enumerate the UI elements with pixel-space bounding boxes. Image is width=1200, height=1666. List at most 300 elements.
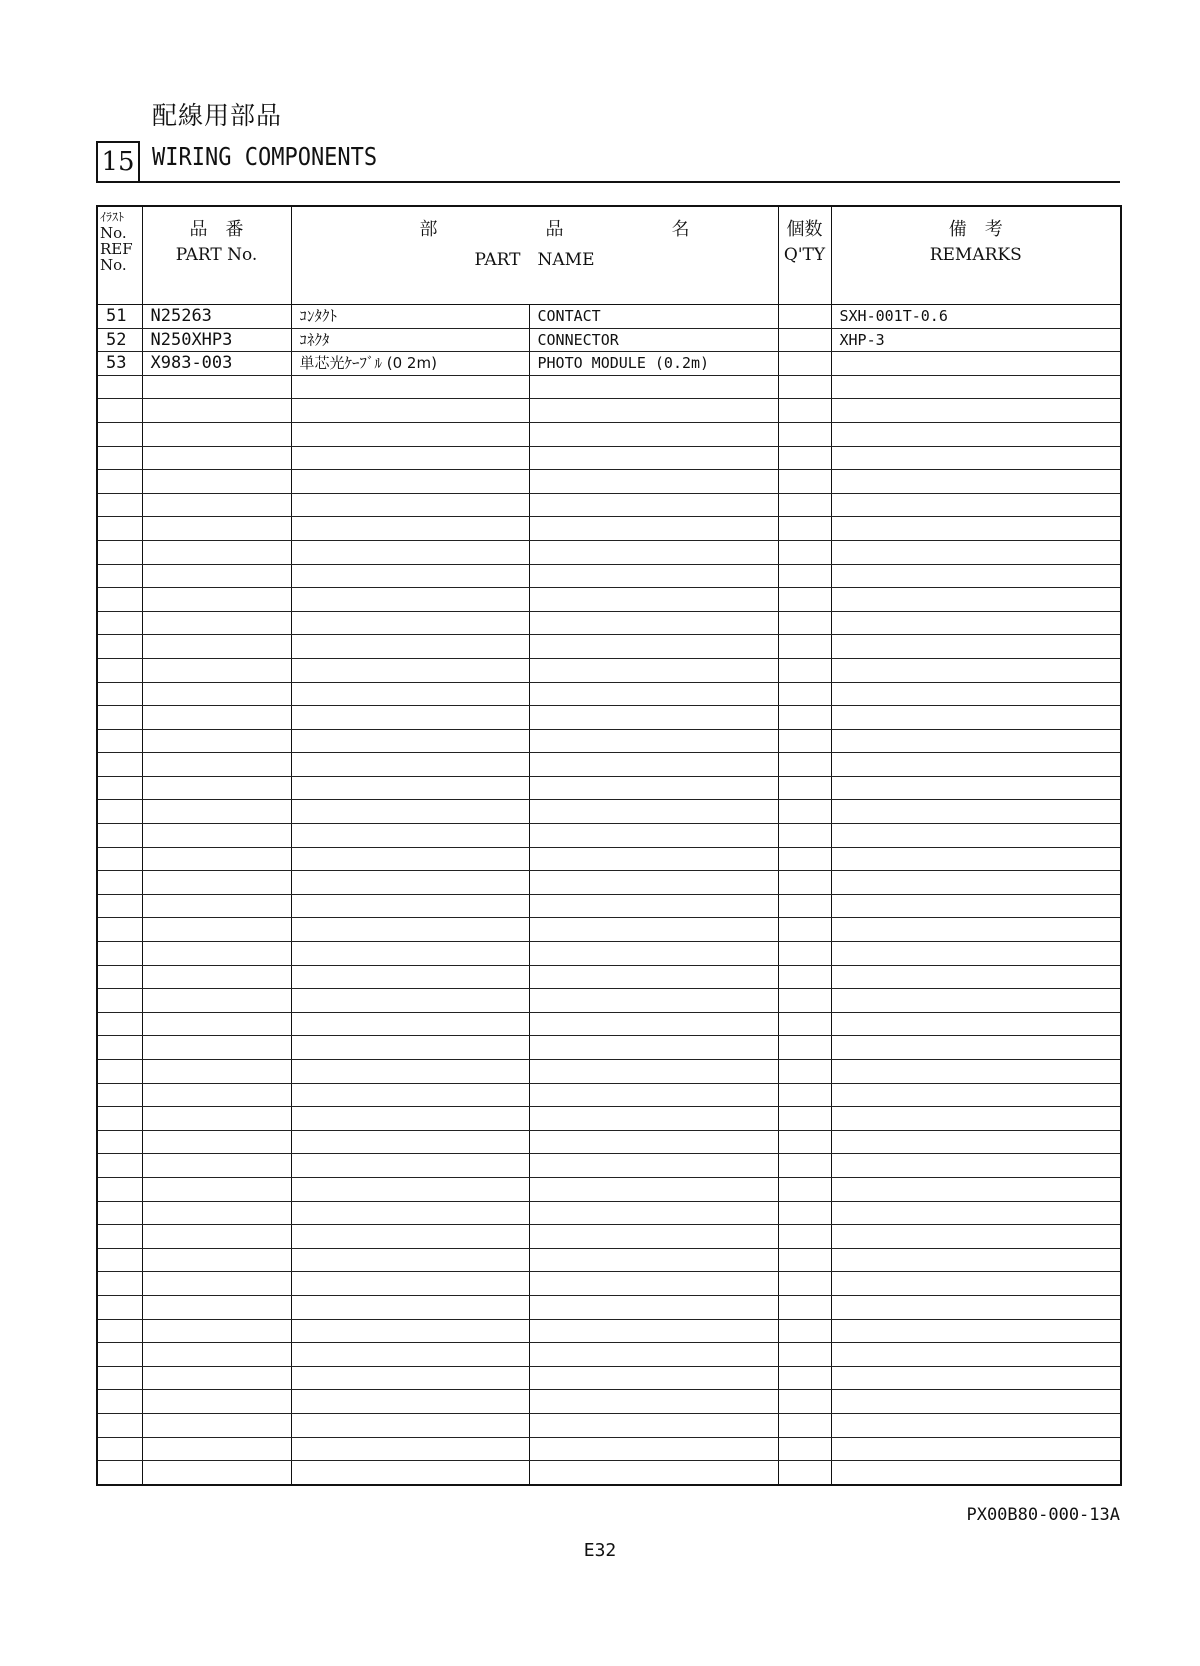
cell-qty <box>778 305 831 329</box>
cell-qty <box>778 658 831 682</box>
cell-part-no <box>142 611 291 635</box>
cell-ref <box>97 375 142 399</box>
cell-name-en <box>529 1461 778 1485</box>
cell-remarks <box>831 682 1121 706</box>
cell-part-no <box>142 1154 291 1178</box>
cell-name-jp <box>291 706 529 730</box>
cell-remarks <box>831 446 1121 470</box>
header-part-no-en: PART No. <box>175 245 258 265</box>
cell-qty <box>778 328 831 352</box>
cell-part-no <box>142 1343 291 1367</box>
table-row <box>97 942 1121 966</box>
cell-part-no <box>142 1437 291 1461</box>
table-row <box>97 564 1121 588</box>
cell-remarks <box>831 800 1121 824</box>
cell-qty <box>778 517 831 541</box>
header-qty-jp: 個数 <box>786 219 823 240</box>
cell-ref <box>97 564 142 588</box>
cell-ref <box>97 1319 142 1343</box>
table-row <box>97 1060 1121 1084</box>
table-row <box>97 989 1121 1013</box>
cell-remarks <box>831 1012 1121 1036</box>
cell-name-en <box>529 1295 778 1319</box>
cell-remarks: SXH-001T-0.6 <box>831 305 1121 329</box>
cell-remarks <box>831 1036 1121 1060</box>
cell-qty <box>778 989 831 1013</box>
header-ref-no-label: No. <box>100 224 127 242</box>
table-row <box>97 1461 1121 1485</box>
cell-part-no <box>142 446 291 470</box>
cell-ref <box>97 1012 142 1036</box>
table-row <box>97 847 1121 871</box>
cell-name-jp <box>291 800 529 824</box>
cell-name-jp <box>291 682 529 706</box>
cell-name-jp <box>291 965 529 989</box>
cell-qty <box>778 1012 831 1036</box>
cell-qty <box>778 729 831 753</box>
cell-name-jp <box>291 1083 529 1107</box>
cell-part-no <box>142 1225 291 1249</box>
cell-part-no <box>142 564 291 588</box>
cell-remarks <box>831 753 1121 777</box>
cell-part-no <box>142 422 291 446</box>
cell-qty <box>778 352 831 376</box>
header-part-no <box>142 206 291 305</box>
cell-ref <box>97 847 142 871</box>
table-row <box>97 1366 1121 1390</box>
header-ref-kana: ｲﾗｽﾄ <box>100 210 125 224</box>
cell-name-jp <box>291 1295 529 1319</box>
cell-remarks <box>831 422 1121 446</box>
document-code: PX00B80-000-13A <box>966 1505 1120 1525</box>
table-row <box>97 1154 1121 1178</box>
cell-ref <box>97 588 142 612</box>
cell-qty <box>778 753 831 777</box>
table-row <box>97 658 1121 682</box>
header-remarks-en: REMARKS <box>929 245 1022 265</box>
table-row <box>97 965 1121 989</box>
cell-qty <box>778 776 831 800</box>
cell-qty <box>778 1154 831 1178</box>
cell-name-jp <box>291 1154 529 1178</box>
cell-ref <box>97 1154 142 1178</box>
cell-ref <box>97 399 142 423</box>
cell-qty <box>778 965 831 989</box>
cell-ref <box>97 753 142 777</box>
cell-part-no <box>142 1295 291 1319</box>
cell-name-en <box>529 470 778 494</box>
cell-remarks <box>831 706 1121 730</box>
cell-name-jp <box>291 470 529 494</box>
cell-name-jp <box>291 894 529 918</box>
cell-remarks <box>831 1248 1121 1272</box>
cell-part-no <box>142 635 291 659</box>
cell-part-no <box>142 824 291 848</box>
cell-part-no <box>142 399 291 423</box>
cell-qty <box>778 422 831 446</box>
cell-qty <box>778 540 831 564</box>
table-row <box>97 1201 1121 1225</box>
cell-qty <box>778 706 831 730</box>
cell-ref <box>97 517 142 541</box>
cell-name-en <box>529 1130 778 1154</box>
cell-qty <box>778 1319 831 1343</box>
cell-qty <box>778 942 831 966</box>
cell-ref <box>97 942 142 966</box>
cell-qty <box>778 894 831 918</box>
cell-name-jp <box>291 611 529 635</box>
cell-remarks <box>831 1413 1121 1437</box>
cell-name-jp <box>291 564 529 588</box>
cell-part-no <box>142 1130 291 1154</box>
cell-qty <box>778 1177 831 1201</box>
cell-name-jp <box>291 588 529 612</box>
table-row <box>97 706 1121 730</box>
table-row <box>97 1248 1121 1272</box>
cell-name-jp <box>291 1036 529 1060</box>
cell-name-jp <box>291 918 529 942</box>
cell-ref <box>97 776 142 800</box>
header-part-name-jp-3: 名 <box>671 219 690 240</box>
cell-name-jp <box>291 422 529 446</box>
cell-part-no <box>142 1060 291 1084</box>
table-row <box>97 1413 1121 1437</box>
header-qty <box>778 206 831 305</box>
cell-remarks <box>831 1343 1121 1367</box>
cell-remarks <box>831 729 1121 753</box>
cell-ref <box>97 871 142 895</box>
table-row <box>97 1130 1121 1154</box>
cell-part-no <box>142 540 291 564</box>
cell-qty <box>778 1295 831 1319</box>
cell-ref <box>97 1083 142 1107</box>
cell-remarks <box>831 918 1121 942</box>
table-row <box>97 753 1121 777</box>
cell-name-jp <box>291 635 529 659</box>
section-title-en: WIRING COMPONENTS <box>152 142 378 171</box>
cell-qty <box>778 1461 831 1485</box>
header-part-no-jp: 品 番 <box>189 219 244 240</box>
cell-remarks <box>831 540 1121 564</box>
cell-ref <box>97 682 142 706</box>
cell-part-no <box>142 1036 291 1060</box>
cell-qty <box>778 1366 831 1390</box>
table-row <box>97 800 1121 824</box>
cell-qty <box>778 1413 831 1437</box>
cell-ref <box>97 658 142 682</box>
cell-part-no: N250XHP3 <box>142 328 291 352</box>
cell-part-no <box>142 1012 291 1036</box>
cell-name-jp <box>291 871 529 895</box>
cell-remarks <box>831 1295 1121 1319</box>
cell-part-no <box>142 1366 291 1390</box>
table-row <box>97 1036 1121 1060</box>
table-row <box>97 611 1121 635</box>
cell-remarks <box>831 824 1121 848</box>
table-row <box>97 635 1121 659</box>
cell-ref <box>97 1036 142 1060</box>
cell-ref <box>97 1390 142 1414</box>
cell-name-en <box>529 729 778 753</box>
cell-name-en <box>529 1107 778 1131</box>
cell-name-en <box>529 1154 778 1178</box>
table-row <box>97 399 1121 423</box>
cell-name-jp <box>291 1437 529 1461</box>
cell-name-jp <box>291 658 529 682</box>
cell-part-no <box>142 800 291 824</box>
cell-part-no <box>142 1461 291 1485</box>
cell-ref <box>97 1248 142 1272</box>
cell-ref <box>97 446 142 470</box>
cell-name-jp <box>291 1012 529 1036</box>
cell-name-en: CONTACT <box>529 305 778 329</box>
cell-part-no <box>142 1272 291 1296</box>
cell-name-en <box>529 682 778 706</box>
cell-name-jp <box>291 776 529 800</box>
cell-remarks <box>831 564 1121 588</box>
cell-ref <box>97 1295 142 1319</box>
cell-remarks <box>831 1437 1121 1461</box>
cell-name-en <box>529 942 778 966</box>
cell-qty <box>778 470 831 494</box>
cell-name-en <box>529 540 778 564</box>
cell-name-jp <box>291 1272 529 1296</box>
section-title-jp: 配線用部品 <box>152 101 283 130</box>
cell-name-jp <box>291 1060 529 1084</box>
cell-ref <box>97 1177 142 1201</box>
cell-name-en <box>529 1012 778 1036</box>
cell-name-jp <box>291 1107 529 1131</box>
table-row <box>97 1390 1121 1414</box>
table-row <box>97 588 1121 612</box>
cell-ref <box>97 1060 142 1084</box>
cell-ref <box>97 965 142 989</box>
cell-remarks <box>831 989 1121 1013</box>
cell-name-jp <box>291 1225 529 1249</box>
cell-name-jp <box>291 375 529 399</box>
cell-ref <box>97 422 142 446</box>
cell-name-en <box>529 753 778 777</box>
table-row <box>97 446 1121 470</box>
cell-remarks <box>831 1154 1121 1178</box>
header-part-name <box>291 206 778 305</box>
cell-ref <box>97 894 142 918</box>
cell-name-jp <box>291 1201 529 1225</box>
cell-name-en <box>529 1060 778 1084</box>
cell-name-en <box>529 658 778 682</box>
table-row <box>97 1012 1121 1036</box>
cell-name-en <box>529 1201 778 1225</box>
cell-name-jp <box>291 753 529 777</box>
table-row <box>97 493 1121 517</box>
cell-remarks <box>831 1083 1121 1107</box>
cell-part-no <box>142 918 291 942</box>
cell-name-en <box>529 399 778 423</box>
cell-remarks <box>831 1225 1121 1249</box>
cell-part-no <box>142 871 291 895</box>
cell-name-en <box>529 1225 778 1249</box>
cell-name-en <box>529 446 778 470</box>
cell-name-jp <box>291 1343 529 1367</box>
cell-remarks <box>831 1130 1121 1154</box>
cell-name-en <box>529 1319 778 1343</box>
cell-name-jp: 単芯光ｹｰﾌﾞﾙ (0 2m) <box>291 352 529 376</box>
cell-name-en <box>529 375 778 399</box>
cell-name-jp <box>291 446 529 470</box>
cell-name-jp <box>291 1248 529 1272</box>
cell-name-jp <box>291 1177 529 1201</box>
table-row <box>97 540 1121 564</box>
cell-ref <box>97 1272 142 1296</box>
cell-name-en <box>529 493 778 517</box>
table-row <box>97 1343 1121 1367</box>
parts-table <box>96 205 1122 1486</box>
cell-remarks <box>831 1319 1121 1343</box>
cell-name-jp <box>291 942 529 966</box>
cell-part-no <box>142 942 291 966</box>
table-row <box>97 729 1121 753</box>
cell-remarks <box>831 352 1121 376</box>
table-row <box>97 1437 1121 1461</box>
cell-ref: 52 <box>97 328 142 352</box>
cell-part-no <box>142 776 291 800</box>
cell-name-en: PHOTO MODULE (0.2m) <box>529 352 778 376</box>
cell-name-en <box>529 989 778 1013</box>
cell-part-no <box>142 1177 291 1201</box>
cell-name-en: CONNECTOR <box>529 328 778 352</box>
cell-remarks <box>831 658 1121 682</box>
table-row <box>97 776 1121 800</box>
cell-part-no <box>142 729 291 753</box>
cell-ref <box>97 1343 142 1367</box>
cell-name-jp <box>291 399 529 423</box>
cell-name-en <box>529 1248 778 1272</box>
cell-remarks: XHP-3 <box>831 328 1121 352</box>
header-remarks-jp: 備 考 <box>948 219 1003 240</box>
cell-qty <box>778 847 831 871</box>
cell-qty <box>778 1060 831 1084</box>
cell-remarks <box>831 1060 1121 1084</box>
cell-ref <box>97 1201 142 1225</box>
cell-qty <box>778 635 831 659</box>
cell-remarks <box>831 942 1121 966</box>
cell-ref <box>97 1437 142 1461</box>
cell-name-en <box>529 776 778 800</box>
cell-ref <box>97 918 142 942</box>
cell-part-no <box>142 1201 291 1225</box>
cell-remarks <box>831 375 1121 399</box>
cell-remarks <box>831 847 1121 871</box>
cell-name-jp <box>291 493 529 517</box>
cell-name-en <box>529 824 778 848</box>
cell-name-jp <box>291 989 529 1013</box>
section-number-box: 15 <box>96 141 140 183</box>
cell-name-en <box>529 611 778 635</box>
cell-qty <box>778 588 831 612</box>
cell-qty <box>778 564 831 588</box>
cell-qty <box>778 1225 831 1249</box>
cell-name-jp <box>291 1461 529 1485</box>
cell-qty <box>778 1437 831 1461</box>
cell-remarks <box>831 965 1121 989</box>
cell-remarks <box>831 894 1121 918</box>
cell-qty <box>778 1272 831 1296</box>
cell-part-no <box>142 493 291 517</box>
cell-name-en <box>529 422 778 446</box>
table-row <box>97 1319 1121 1343</box>
cell-part-no <box>142 682 291 706</box>
cell-qty <box>778 493 831 517</box>
header-ref-ref-label: REF <box>100 240 133 258</box>
table-row <box>97 305 1121 329</box>
cell-part-no: N25263 <box>142 305 291 329</box>
cell-name-en <box>529 1366 778 1390</box>
table-row <box>97 894 1121 918</box>
cell-part-no <box>142 470 291 494</box>
cell-ref <box>97 1461 142 1485</box>
cell-qty <box>778 399 831 423</box>
cell-name-en <box>529 588 778 612</box>
table-header-row <box>97 206 1121 305</box>
cell-remarks <box>831 1201 1121 1225</box>
cell-remarks <box>831 1366 1121 1390</box>
cell-name-jp: ｺﾈｸﾀ <box>291 328 529 352</box>
table-row <box>97 422 1121 446</box>
cell-ref <box>97 493 142 517</box>
cell-name-en <box>529 918 778 942</box>
cell-qty <box>778 824 831 848</box>
cell-part-no <box>142 1248 291 1272</box>
cell-ref: 51 <box>97 305 142 329</box>
cell-name-en <box>529 1390 778 1414</box>
cell-remarks <box>831 588 1121 612</box>
cell-part-no <box>142 753 291 777</box>
cell-part-no <box>142 894 291 918</box>
cell-name-jp: ｺﾝﾀｸﾄ <box>291 305 529 329</box>
table-row <box>97 1177 1121 1201</box>
cell-ref <box>97 1107 142 1131</box>
cell-name-jp <box>291 1130 529 1154</box>
cell-qty <box>778 1036 831 1060</box>
cell-name-en <box>529 517 778 541</box>
cell-name-en <box>529 1272 778 1296</box>
cell-name-en <box>529 871 778 895</box>
cell-part-no <box>142 965 291 989</box>
cell-remarks <box>831 1272 1121 1296</box>
cell-part-no <box>142 658 291 682</box>
cell-name-en <box>529 965 778 989</box>
cell-ref <box>97 1413 142 1437</box>
cell-qty <box>778 1343 831 1367</box>
cell-qty <box>778 871 831 895</box>
table-row <box>97 824 1121 848</box>
cell-part-no: X983-003 <box>142 352 291 376</box>
cell-name-en <box>529 800 778 824</box>
cell-ref <box>97 800 142 824</box>
cell-qty <box>778 800 831 824</box>
cell-remarks <box>831 399 1121 423</box>
table-row <box>97 352 1121 376</box>
table-row <box>97 1107 1121 1131</box>
cell-ref <box>97 989 142 1013</box>
cell-name-jp <box>291 824 529 848</box>
cell-name-en <box>529 706 778 730</box>
cell-ref: 53 <box>97 352 142 376</box>
table-row <box>97 517 1121 541</box>
header-part-name-en: PART NAME <box>474 250 595 270</box>
cell-qty <box>778 375 831 399</box>
table-row <box>97 871 1121 895</box>
